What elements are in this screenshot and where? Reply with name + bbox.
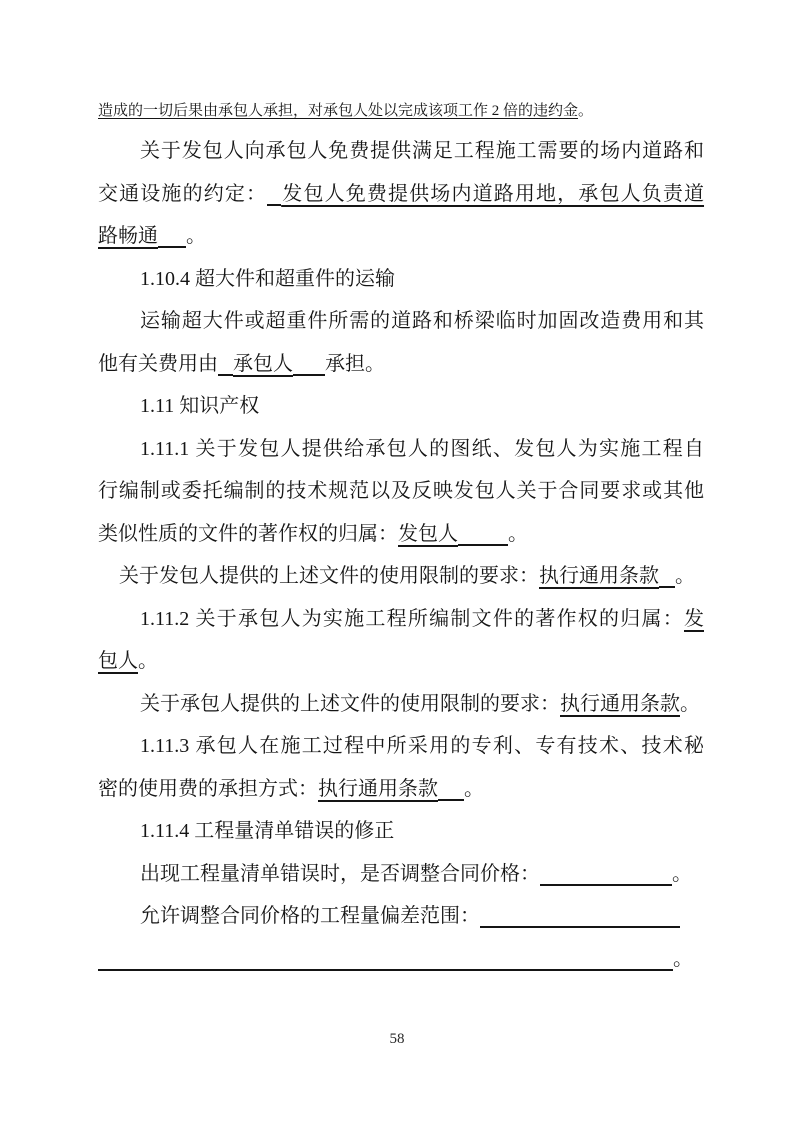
text-run: 1.11.2 关于承包人为实施工程所编制文件的著作权的归属： — [140, 607, 684, 630]
blank-field — [480, 912, 680, 928]
document-line — [98, 343, 704, 386]
page-number: 58 — [389, 1031, 405, 1047]
document-line — [98, 428, 704, 471]
filled-value-run: 发 — [684, 607, 704, 630]
filled-value-run: 执行通用条款 — [560, 692, 680, 715]
blank-field — [158, 232, 186, 248]
text-run: 1.11.4 工程量清单错误的修正 — [140, 820, 395, 842]
blank-field — [659, 572, 675, 588]
text-run: 行编制或委托编制的技术规范以及反映发包人关于合同要求或其他 — [98, 480, 704, 502]
blank-field — [98, 955, 673, 971]
filled-value-run: 造成的一切后果由承包人承担，对承包人处以完成该项工作 2 倍的违约金 — [98, 103, 579, 119]
filled-value-run: 路畅通 — [98, 225, 158, 247]
text-run: 。 — [186, 225, 206, 247]
text-run: 出现工程量清单错误时，是否调整合同价格： — [140, 862, 540, 885]
document-line — [98, 470, 704, 513]
document-line — [98, 725, 704, 768]
filled-value-run: 发包人免费提供场内道路用地，承包人负责道 — [281, 182, 705, 205]
text-run: 。 — [578, 103, 594, 119]
document-line — [98, 130, 704, 173]
text-run: 。 — [675, 565, 695, 587]
text-run: 关于发包人向承包人免费提供满足工程施工需要的场内道路和 — [140, 140, 704, 162]
filled-value-run: 包人 — [98, 650, 138, 672]
blank-field — [540, 870, 672, 886]
text-run: 关于发包人提供的上述文件的使用限制的要求： — [119, 565, 539, 587]
blank-field — [267, 190, 281, 206]
document-line — [98, 513, 704, 556]
text-run: 运输超大件或超重件所需的道路和桥梁临时加固改造费用和其 — [140, 310, 704, 332]
text-run: 。 — [464, 777, 484, 800]
blank-field — [438, 785, 464, 801]
filled-value-run: 发包人 — [398, 522, 458, 545]
document-line — [98, 853, 704, 896]
text-run: 他有关费用由 — [98, 352, 218, 375]
filled-value-run: 执行通用条款 — [318, 777, 438, 800]
filled-value-run: 承包人 — [233, 352, 293, 375]
document-line — [98, 683, 704, 726]
document-line — [98, 100, 704, 123]
document-line — [98, 598, 704, 641]
text-run: 。 — [508, 522, 528, 545]
document-line — [98, 300, 704, 343]
text-run: 。 — [673, 947, 693, 970]
text-run: 1.11.1 关于发包人提供给承包人的图纸、发包人为实施工程自 — [140, 437, 704, 460]
document-line — [98, 555, 704, 598]
document-line — [98, 173, 704, 216]
document-line — [98, 385, 704, 428]
document-body — [98, 100, 704, 980]
text-run: 密的使用费的承担方式： — [98, 777, 318, 800]
document-line — [98, 810, 704, 853]
text-run: 允许调整合同价格的工程量偏差范围： — [140, 905, 480, 927]
text-run: 。 — [138, 650, 158, 672]
document-line — [98, 938, 704, 981]
document-line — [98, 258, 704, 301]
text-run: 1.10.4 超大件和超重件的运输 — [140, 267, 395, 290]
text-run: 交通设施的约定： — [98, 182, 268, 205]
text-run: 类似性质的文件的著作权的归属： — [98, 522, 398, 545]
blank-field — [293, 360, 325, 376]
text-run: 关于承包人提供的上述文件的使用限制的要求： — [140, 692, 560, 715]
filled-value-run: 执行通用条款 — [539, 565, 659, 587]
text-run: 1.11 知识产权 — [140, 395, 260, 417]
blank-field — [458, 530, 508, 546]
document-line — [98, 768, 704, 811]
text-run: 。 — [672, 862, 692, 885]
document-line — [98, 895, 704, 938]
document-line — [98, 215, 704, 258]
text-run: 承担。 — [325, 352, 385, 375]
text-run: 。 — [680, 692, 700, 715]
blank-field — [218, 360, 233, 376]
text-run: 1.11.3 承包人在施工过程中所采用的专利、专有技术、技术秘 — [140, 735, 704, 757]
document-line — [98, 640, 704, 683]
